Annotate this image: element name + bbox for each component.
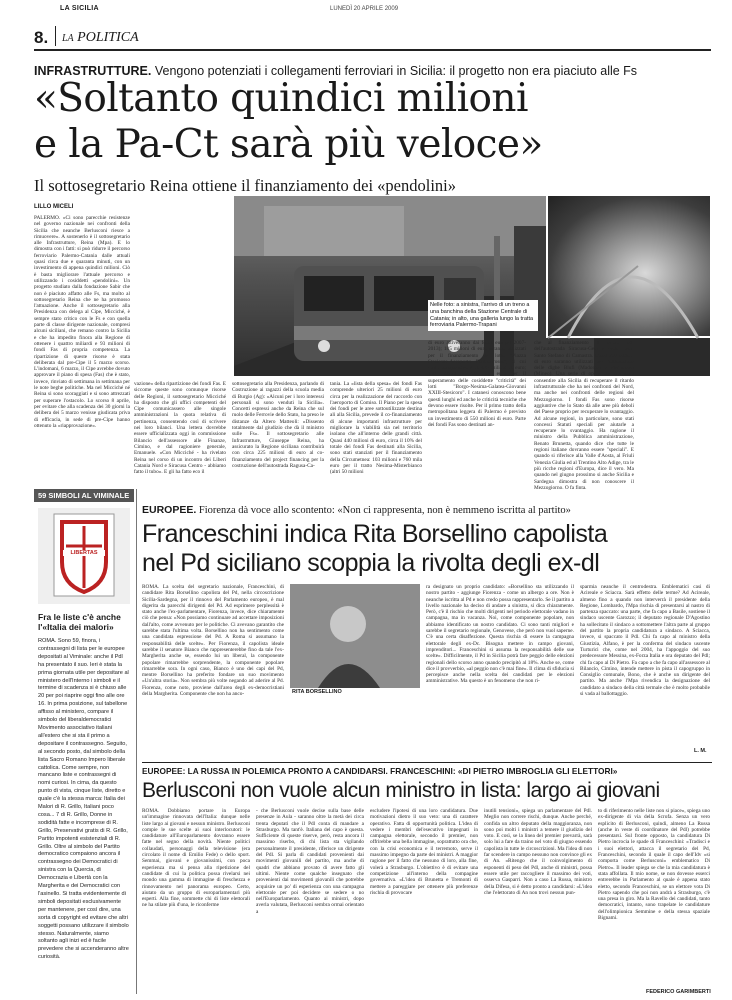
article3-headline: Berlusconi non vuole alcun ministro in lista: largo ai giovani	[142, 779, 660, 802]
tunnel-photo	[546, 196, 710, 338]
libertas-logo	[38, 508, 130, 604]
article2-kicker-text: Fiorenza dà voce allo scontento: «Non ci rappresenta, non è nemmeno iscritta al partito»	[198, 505, 571, 516]
shield-icon	[38, 508, 130, 604]
article3-column-2: - che Berlusconi vuole decise sulla base delle presenze in Aula - saranno oltre la metà dei circa trenta deputati che il Pdl conta di mandare a Strasburgo. Ma tant'è. Italiana del capo è questa. Sufficiente di queste riserve, però, resta ancora il massimo riserbo, di chi lista sta vigilando personalmente il presidente, riferisce un dirigente del Pdl. Si parla di candidati provenienti dai movimenti giovanili del partito, ma anche di quadri che abbiano provato di avere fatto gli ultimi. Niente come qualche insegnato che provenienti dai movimenti giovanili che potrebbe acquisire un po' di esperienza con una campagna elettorale per poi decidere se sedere o no nell'Europarlamento. Quanto ai ministri, dopo averla valutata, Berlusconi sembra ormai orientato a	[256, 808, 364, 915]
article2-headline-line1: Franceschini indica Rita Borsellino capolista	[142, 520, 608, 548]
portrait-illustration	[290, 584, 420, 688]
masthead-rule	[34, 49, 711, 51]
article1-photo-caption: Nelle foto: a sinistra, l'arrivo di un treno a una banchina della Stazione Centrale di Catania; in alto, una galleria lungo la tratta ferroviaria Palermo-Trapani	[428, 300, 538, 331]
article3-rule	[142, 762, 712, 763]
article3-column-5: to di riferimento nelle liste non si piace», spiega uno ex-dirigente di via della Scrofa. Senza un vero esplicito di Berlusconi, quindi, almeno La Russa (anche in veste di coordinatore del Pdl) potrebbe presentarsi. Sul fronte opposto, la candidatura Di Pietro incrocia le spade di Franceschini: «Tradisci e i suoi elettori, attacca il segretario del Pd, Franceschini, secondo il quale il capo dell'Idv «si comporta come Berlusconi» emblematico Di Pietro». Il leader spiega se che la mia candidatura è stata affollata. Il mio nome, se non dovesse esserci entrerebbe in Parlamento al quale è appena stato eletto, secondo Franceschini, se un elettore vota Di Pietro sapendo che poi non andrà a Strasburgo, c'è una presa in giro. Ma la Ravello dei candidati, tanto democratici, intanto, sono trapelate le candidature dell'olimpionica Semmine e della stessa spaziale Bignami.	[598, 808, 710, 922]
tunnel-illustration	[548, 196, 712, 338]
article1-column-1: PALERMO. «Ci sono parecchie resistenze nel governo nazionale nei confronti della Sicilia che neanche Berlusconi riesce a rimuovere». A sostenerlo è il sottosegretario alle Infrastrutture, Reina (Mpa). E lo dimostra con i fatti: si può ridurre il percorso ferroviario Palermo-Catania dalle attuali quasi circa due e quaranta minuti, con un investimento di appena quindici milioni. Ciò è basta migliorare l'attuale percorso e utilizzando i cosiddetti «pendolini». Un progetto studiato dalla fondazione Sabir che non è piaciuto affatto alle Fs, ma molto al sottosegretario Reina che ne ha promosso l'attuazione. Anche il sottosegretario alla Presidenza con delega al Cipe, Micciché, è sempre stato critico con le Fs e con quella parte di classe dirigente nazionale, compresi alcuni siciliani, che remano contro la Sicilia e che ha impedito finora alla Regione di ottenere i quattro miliardi e 93 milioni di fondi Fas di propria competenza. La ripartizione di queste risorse è stata deliberata dal pre-Cipe il 5 marzo scorso. L'indomani, 6 marzo, il Cipe avrebbe dovuto approvare il piano di spesa (Fas) che è stato, invece, rinviato di settimana in settimana per le note beghe politiche. Ma nel Micciché né Reina si sono scoraggiati e si sono attrezzati per superare l'ostacolo. Lo scorso 8 aprile, per evitare che alla scadenza dei 30 giorni la delibera dei 5 marzo venisse giudicata priva di efficacia, in sede di pre-Cipe hanno ottenuto la «riapprovazione».	[34, 215, 130, 429]
article2-headline-line2: nel Pd siciliano scoppia la rivolta degli ex-dl	[142, 549, 600, 577]
rita-borsellino-photo	[290, 584, 420, 688]
article3-column-1: ROMA. Dobbiamo portare in Europa un'immagine rinnovata dell'Italia: dunque nelle liste largo ai giovani e nessun ministro. Berlusconi compie le sue scelte ai suoi interlocutori: le candidature all'Europarlamento dovranno essere fatte nel segno della novità. Niente politici collaudati, personaggi della televisione (era circolato il nome di Emilio Fede) o dello sport. Semmai, giovani e giovanissimi, con poca esperienza ma si pensa alla ripetizione del candidate di cui la politica possa rivelarsi nei mondo una gamma di immagine di freschezza e rinnovamento nel panorama europeo. Certo, aiutato da un gruppo di europarlamentari più esperti. Alla fine, sommette chi di liste elettorali ne ha stilate più d'una, le riconferme	[142, 808, 250, 909]
section-title: la POLITICA	[62, 30, 139, 45]
article2-kicker-label: EUROPEE.	[142, 504, 197, 516]
article1-subheadline: Il sottosegretario Reina ottiene il finanziamento dei «pendolini»	[34, 176, 457, 195]
article1-kicker-text: Vengono potenziati i collegamenti ferroviari in Sicilia: il progetto non era piaciuto alle Fs	[154, 64, 638, 78]
article1-kicker-label: INFRASTRUTTURE.	[34, 64, 152, 78]
article3-column-4: inutili tensioni», spiega un parlamentare del Pdl. Meglio non correre rischi, dunque. Anche perché, confida un altro deputato della maggioranza, non sono poi molti i ministri a temere il giudizio del voto. E così, se la linea del premier prevarrà, sarà solo lui a fare da traino nel voto di giugno essendo capolista in tutte le circoscrizioni. Ma l'idea di non far scendere in campo nessuno non convince gli ex di An. «Ritengo che il coinvolgimento di esponenti di peso del Pdl, anche di ministri, possa essere utile per raccogliere il massimo dei voti, osserva Gasparri. Non a caso La Russa, ministro della Difesa, si è detto pronto a candidarsi: «L'idea che l'elettorato di An non trovi nessun pun-	[484, 808, 592, 896]
article3-signoff: FEDERICO GARIMBERTI	[646, 989, 711, 995]
libertas-logo-text: LIBERTAS	[63, 550, 105, 556]
article3-kicker: EUROPEE: LA RUSSA IN POLEMICA PRONTO A CANDIDARSI. FRANCESCHINI: «DI PIETRO IMBROGLIA GLI ELETTORI»	[142, 766, 618, 776]
article2-column-3: sparmia neanche il centrodestra. Emblematici casi di Acireale e Sciacca. Sarà effetto delle terme? Ad Acireale, almeno fino a quando non interverrà il presidente della Regione, Lombardo, l'Mpa rischia di presentarsi al nastro di partenza spaccato: una parte, che fa capo a Basile, sostiene il sindaco uscente Garozzo; il deputato regionale D'Agostino ha sollecitato il sindaco a sottomettere l'altra parte al gruppo del partito la propria candidatura a sindaco. A Sciacca, invece, si spaccato il Pdl. Chi fa capo al ministro della Giustizia, Alfano, è per la conferma del sindaco uscente Turturici che, come nel 2004, ha l'appoggio del suo predecessore Messina, ex-Forza Italia e ora deputato del Pdl; chi fa capo al Di Pietro. Fa capo a che fa capo all'assessore al Bilancio, Cimino, intende mettere in pista il capogruppo in Consiglio comunale, Bono, che è anche un dirigente del partito. Ma anche l'Mpa rivendica la designazione del candidato a sindaco della città termale che è molto probabile si vada al ballottaggio.	[580, 584, 710, 698]
masthead-paper: LA SICILIA	[60, 5, 99, 12]
article2-signoff: L. M.	[694, 748, 707, 754]
article3-column-3: escludere l'ipotesi di una loro candidatura. Due motivazioni dietro il suo veto: una di carattere operativo. Fatta di opportunità politica. L'idea di vedere i membri del'esecutivo impegnati in campagna elettorale, secondo il premier, non offrirebbe una bella immagine, soprattutto ora che, con la crisi economica e il terremoto, serve il massimo impegno da parte dei ministri. A maggior ragione per il fatto che nessuno di loro, alla fine, volerà a Strasburgo. L'obiettivo è di evitare una competizione all'interno della compagine governativa. «L'idea di Brunetta e Tremonti di mettere a pareggiare per ottenere più preferenze rischia di provocare	[370, 808, 478, 896]
sidebar-rule	[136, 489, 137, 994]
article1-byline: LILLO MICELI	[34, 204, 74, 210]
sidebar-title: Fra le liste c'è anche l'«Italia dei malori»	[38, 612, 121, 632]
article1-column-3: sottosegretario alla Presidenza, parlando di Costruzione ai ragazzi della scuola media di Burgio (Ag): «Alcuni per i loro interessi personali si sono venduti la Sicilia». Concetti espressi anche da Reina che sul ruolo delle Ferrovie dello Stato, ha preso le distanze da Altero Matteoli: «Dissento totalmente dal giudizio che dà il ministro sulle Fs». Il sottosegretario alle Infrastrutture, Giuseppe Reina, ha assicurato la Regione siciliana contribuirà con circa 225 milioni di euro al co-finanziamento del project financing per la costruzione dell'autostrada Ragusa-Ca-	[232, 381, 324, 469]
article1-column-4: tania. La «lista della spesa» dei fondi Fas comprende ulteriori 25 milioni di euro circa per la realizzazione del raccordo con l'aeroporto di Comiso. Il Piano per la spesa dei fondi per le aree sottoutilizzate destina ali alla Sicilia, prevede il co-finanziamento di alcune importanti infrastrutture per migliorare la viabilità sia nel territorio isolano che all'interno delle grandi città. Quasi 440 milioni di euro, circa il 10% del totale dei fondi Fas destinati alla Sicilia, sono stati stanziati per il finanziamento della Circumetnea: 103 milioni e 760 mila euro per il tratto Nesima-Misterbianco (altri 50 milioni	[330, 381, 422, 476]
article2-kicker	[142, 504, 712, 516]
article2-column-1: ROMA. La scelta del segretario nazionale, Franceschini, di candidare Rita Borsellino capolista del Pd, nella circoscrizione Sicilia-Sardegna, per il rinnovo del Parlamento europeo, è mal digerita da parecchi dirigenti del Pd. Ad esprimere perplessità è stato anche l'ex-parlamentare, Fiorenza, invece, dice chiaramente ciò che pensa: «Non possiamo continuare ad accettare imposizioni dall'alto, come avvenuto per le politiche. Ci avevano garantito che sarebbe stata l'ultima volta. Borsellino non ha sentimento come una candidata espressione del Pd. A Roma si assumano la responsabilità delle scelte». Per Fiorenza, il capolista ideale sarebbe il senatore Bianco che rappresenterebbe fino da tale l'ex-Margherita anche se, essendo lui un liberal, la componente popolare rimarrebbe sorprendente, la componente popolare rimarrebbe sora. In ogni caso, Bianco è uno dei capi del Pd, mentre Borsellino ha preferito fondare un suo movimento «Un'altra storia». Non sembra più volte negando ad aderire al Pd. Fiorenza, come noto, proviene dall'area degli ex-democristiani della Margherita. Componente che non ha anco-	[142, 584, 284, 698]
sidebar-header: 59 SIMBOLI AL VIMINALE	[34, 489, 134, 502]
article1-headline-line1: «Soltanto quindici milioni	[34, 76, 528, 121]
article1-column-5: di euro attiveranno dai fondi europei 2007-2013); 185 milioni di euro saranno utilizzati per il finanziamento del lotto "Piazza Stesicoro-Aeroporto Fontanarossa", il cui costo complessivo è di 425 milioni di euro; 150 milioni e 700 mila euro per il superamento delle cosiddette "criticità" dei lotti "Borgo-Nesima-Galatea-Giovanni XXIII-Stesicoro". I catanesi conoscono bene questi lunghi ed anche le criticità tecniche che devono essere risolte. Per il primo tratto della metropolitana leggera di Palermo è previsto un investimento di 550 milioni di euro. Parte dei fondi Fas sono destinati an-	[428, 340, 526, 428]
sidebar-body: ROMA. Sono 59, finora, i contrassegni di lista per le europee depositati al Viminale: anche il Pdl ha presentato il suo. Ieri è stata la prima giornata utile per depositare al ministero dell'Interno i simboli e il termine di scadenza si è chiuso alle 20 per poi riaprire oggi fino alle ore 16. In prima posizione, sul tabellone affisso al ministero, compare il simbolo del liberaldemocratici Movimento associativo italiani all'estero che si sta il primo a depositare il contrassegno. Seguito, al secondo posto, dal simbolo della lista Sacro Romano Impero liberale cattolica. Come sempre, non mancano liste e contrassegni di nomi curiosi. In cima, da questo punto di vista, cinque liste, diretto e quale c'è la stessa marca: Italia dei Malori di R. Grillo, Italiani poco cosa... 7 di R. Grillo, Donne in sodidità fatte e incomprese di R. Grillo, Preservativi gratis di R. Grillo, Partito impotenti esistenziali di R. Grillo. Oltre al simbolo del Partito democratico compaiono ancora il contrassegno dei Democratici di sinistra con la Quercia, di Democrazia e Libertà con la Margherita e dei Democratici con l'asinello. Si tratta evidentemente di simboli depositati esclusivamente per mantenere, per così dire, una sorta di copyright ed evitare che altri soggetti possano utilizzare il simbolo stesso. Naturalmente, siamo soltanto agli inizi ed è facile prevedere che si accenderanno altre curiosità.	[38, 638, 129, 961]
article2-photo-caption: RITA BORSELLINO	[292, 689, 342, 695]
article1-headline-line2: e la Pa-Ct sarà più veloce»	[34, 122, 543, 167]
masthead-divider	[55, 26, 56, 46]
article2-column-2: ra designato un proprio candidato: «Borsellino sta utilizzando il nostro partito - aggiunge Fiorenza - come un albergo a ore. Non è neanche iscritta al Pd e non credo possa rappresentarlo. Se il partito a livello nazionale ha deciso di andare a sinistra, si dica chiaramente. Però, c'è il rischio che molti dirigenti nel periodo elettorale vadano in campagna, ma in vacanza. Noi, come componente popolare, non abbiamo identificato un nostro candidato. Ci sono tanti migliori e sarebbe il segretario regionale, Genovese, che però non vuol saperne. C'è una certa disaffezione. Questa rischia di essere la campagna elettorale degli ex-Dc. Bisogna mettere in campo giovani, imprenditori... Franceschini si assuma la responsabilità delle sue scelte». Difficilmente, il Pd in Sicilia potrà fare peggio delle elezioni regionali dello scorso anno quando precipitò al 18%. Anche se, come dice il provverbio, «al peggio non c'è mai fine». Il clima di sfiducia si percepisce anche nella scelta dei candidati per le elezioni amministrative. Ma questo è un fenomeno che non ri-	[426, 584, 574, 685]
article1-column-6: che al finanziamento di alcuni lotti dell'autostrada Siracusa-Gela e della Gela-Santo Stefano di Camastra. Quasi 200 milioni di euro saranno utilizzati per l'ultimazione delle dighe Blufi (Madonie) e Pietrarossa (Mineo). Una serie di opere che dovranno consentire alla Sicilia di recuperare il ritardo infrastrutturale che ha nei confronti del Nord, ma anche nei confronti delle regioni del Mezzogiorno. I fondi Fas sono risorse aggiuntive che lo Stato dà alle aree più deboli del Paese proprio per recuperare lo svantaggio. Ad alcune regioni, in particolare, sono stati concessi Statuti speciali per aiutarle a recuperare lo svantaggio. Ha ragione il ministro della Pubblica amministrazione, Renato Brunetta, quando dice che tutte le regioni italiane dovranno essere "speciali". E quando si riferisce alla Valle d'Aosta, al Friuli Venezia Giulia ed al Trentino Alto Adige, tra le più ricche regioni d'Europa, dice il vero. Ma quando nel giugno prossimo si anche Sicilia e Sardegna dimostra di non conoscere il Mezzogiorno. O fa finta.	[534, 340, 634, 491]
article1-column-2: vazione» della ripartizione dei fondi Fas. E siccome queste sono comunque risorse delle Regioni, il sottosegretario Micciché ha disposto che gli uffici competenti del Cipe comunicassero alle singole amministrazioni la quota relativa di pertinenza, consentendo così di scrivere nei loro bilanci. Una lettera dovrebbe essere ufficializzata oggi in commissione Bilancio dell'assessore alle Finanze, Cimino, e dal ragioniere generale, Emanuele. «Con Micciché - ha rivelato Reina nel corso di un incontro dei Liberi Catania Nord e Siracusa Centro - abbiamo fatto il tubo». E gli ha fatto eco il	[134, 381, 226, 476]
masthead-date: LUNEDÌ 20 APRILE 2009	[330, 6, 399, 12]
page-number: 8.	[34, 28, 49, 47]
